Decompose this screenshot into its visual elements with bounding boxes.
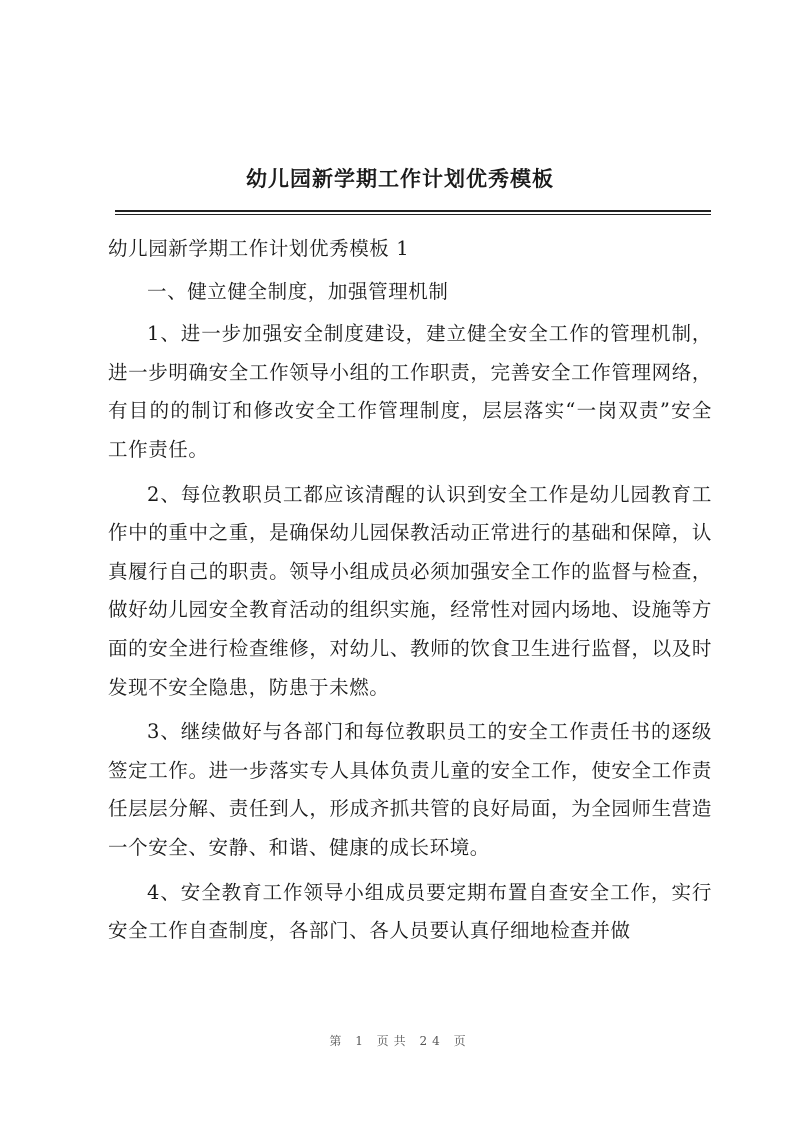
title-divider-thick	[115, 210, 711, 212]
page-number-footer: 第 1 页共 24 页	[329, 1034, 471, 1048]
section-heading: 一、健立健全制度，加强管理机制	[147, 279, 449, 303]
paragraph-3: 3、继续做好与各部门和每位教职员工的安全工作责任书的逐级签定工作。进一步落实专人具体负责儿童的安全工作，使安全工作责任层层分解、责任到人，形成齐抓共管的良好局面，为全园师生营造一个安全、安静、和谐、健康的成长环境。	[108, 720, 712, 859]
document-body	[108, 230, 712, 957]
paragraph-2: 2、每位教职员工都应该清醒的认识到安全工作是幼儿园教育工作中的重中之重，是确保幼儿园保教活动正常进行的基础和保障，认真履行自己的职责。领导小组成员必须加强安全工作的监督与检查，做好幼儿园安全教育活动的组织实施，经常性对园内场地、设施等方面的安全进行检查维修，对幼儿、教师的饮食卫生进行监督，以及时发现不安全隐患，防患于未燃。	[108, 482, 712, 699]
document-subtitle: 幼儿园新学期工作计划优秀模板 1	[108, 237, 410, 260]
paragraph-1: 1、进一步加强安全制度建设，建立健全安全工作的管理机制，进一步明确安全工作领导小组的工作职责，完善安全工作管理网络，有目的的制订和修改安全工作管理制度，层层落实“一岗双责”安全工作责任。	[108, 322, 712, 461]
paragraph-4: 4、安全教育工作领导小组成员要定期布置自查安全工作，实行安全工作自查制度，各部门、各人员要认真仔细地检查并做	[108, 880, 712, 943]
title-divider-thin	[115, 214, 711, 215]
document-title: 幼儿园新学期工作计划优秀模板	[246, 166, 554, 191]
